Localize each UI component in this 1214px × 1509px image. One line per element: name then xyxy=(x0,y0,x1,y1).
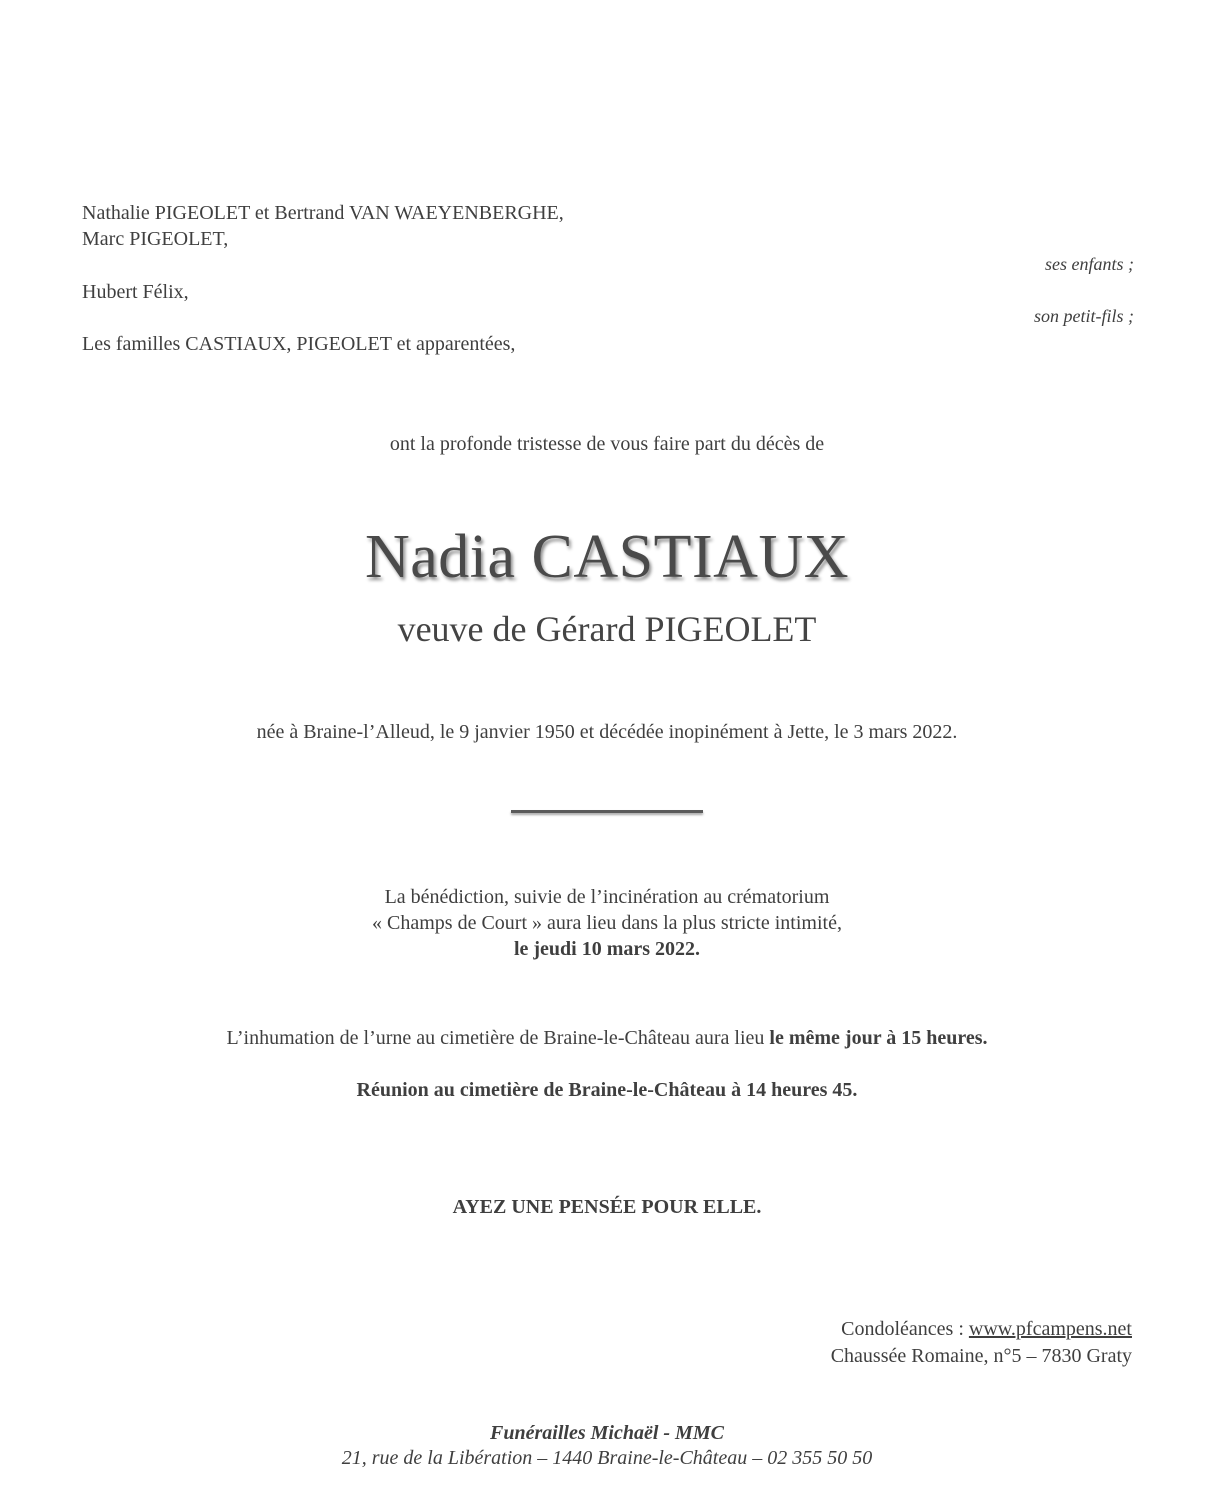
burial-text: L’inhumation de l’urne au cimetière de Braine-le-Château aura lieu xyxy=(226,1027,765,1049)
deceased-name: Nadia CASTIAUX xyxy=(365,523,849,591)
condolences-address: Chaussée Romaine, n°5 – 7830 Graty xyxy=(830,1345,1132,1367)
role-children: ses enfants ; xyxy=(1045,254,1134,274)
burial-time: le même jour à 15 heures. xyxy=(769,1027,988,1049)
funeral-home-address: 21, rue de la Libération – 1440 Braine-le-Château – 02 355 50 50 xyxy=(341,1447,873,1469)
ceremony-date: le jeudi 10 mars 2022. xyxy=(513,938,701,960)
condolences-label: Condoléances : xyxy=(841,1318,964,1340)
family-line-son: Marc PIGEOLET, xyxy=(82,228,229,250)
ceremony-line2: « Champs de Court » aura lieu dans la plus stricte intimité, xyxy=(372,912,842,934)
meeting-info: Réunion au cimetière de Braine-le-Château à 14 heures 45. xyxy=(356,1079,858,1101)
closing-message: AYEZ UNE PENSÉE POUR ELLE. xyxy=(452,1196,762,1218)
role-grandson: son petit-fils ; xyxy=(1034,306,1134,326)
burial-info xyxy=(0,1027,1214,1050)
condolences-line xyxy=(831,1316,1132,1343)
family-line-children: Nathalie PIGEOLET et Bertrand VAN WAEYENBERGHE, xyxy=(82,202,564,224)
ceremony-line1: La bénédiction, suivie de l’incinération au crématorium xyxy=(384,886,830,908)
family-line-relatives: Les familles CASTIAUX, PIGEOLET et apparentées, xyxy=(82,333,516,355)
condolences xyxy=(831,1316,1132,1370)
deceased-spouse: veuve de Gérard PIGEOLET xyxy=(397,609,817,649)
announcement-intro: ont la profonde tristesse de vous faire part du décès de xyxy=(389,433,825,455)
divider xyxy=(511,810,703,813)
funeral-home-name: Funérailles Michaël - MMC xyxy=(490,1422,724,1444)
deceased-dates: née à Braine-l’Alleud, le 9 janvier 1950 et décédée inopinément à Jette, le 3 mars 2022. xyxy=(256,721,958,743)
condolences-link[interactable]: www.pfcampens.net xyxy=(968,1318,1132,1340)
family-line-grandson: Hubert Félix, xyxy=(82,281,189,303)
